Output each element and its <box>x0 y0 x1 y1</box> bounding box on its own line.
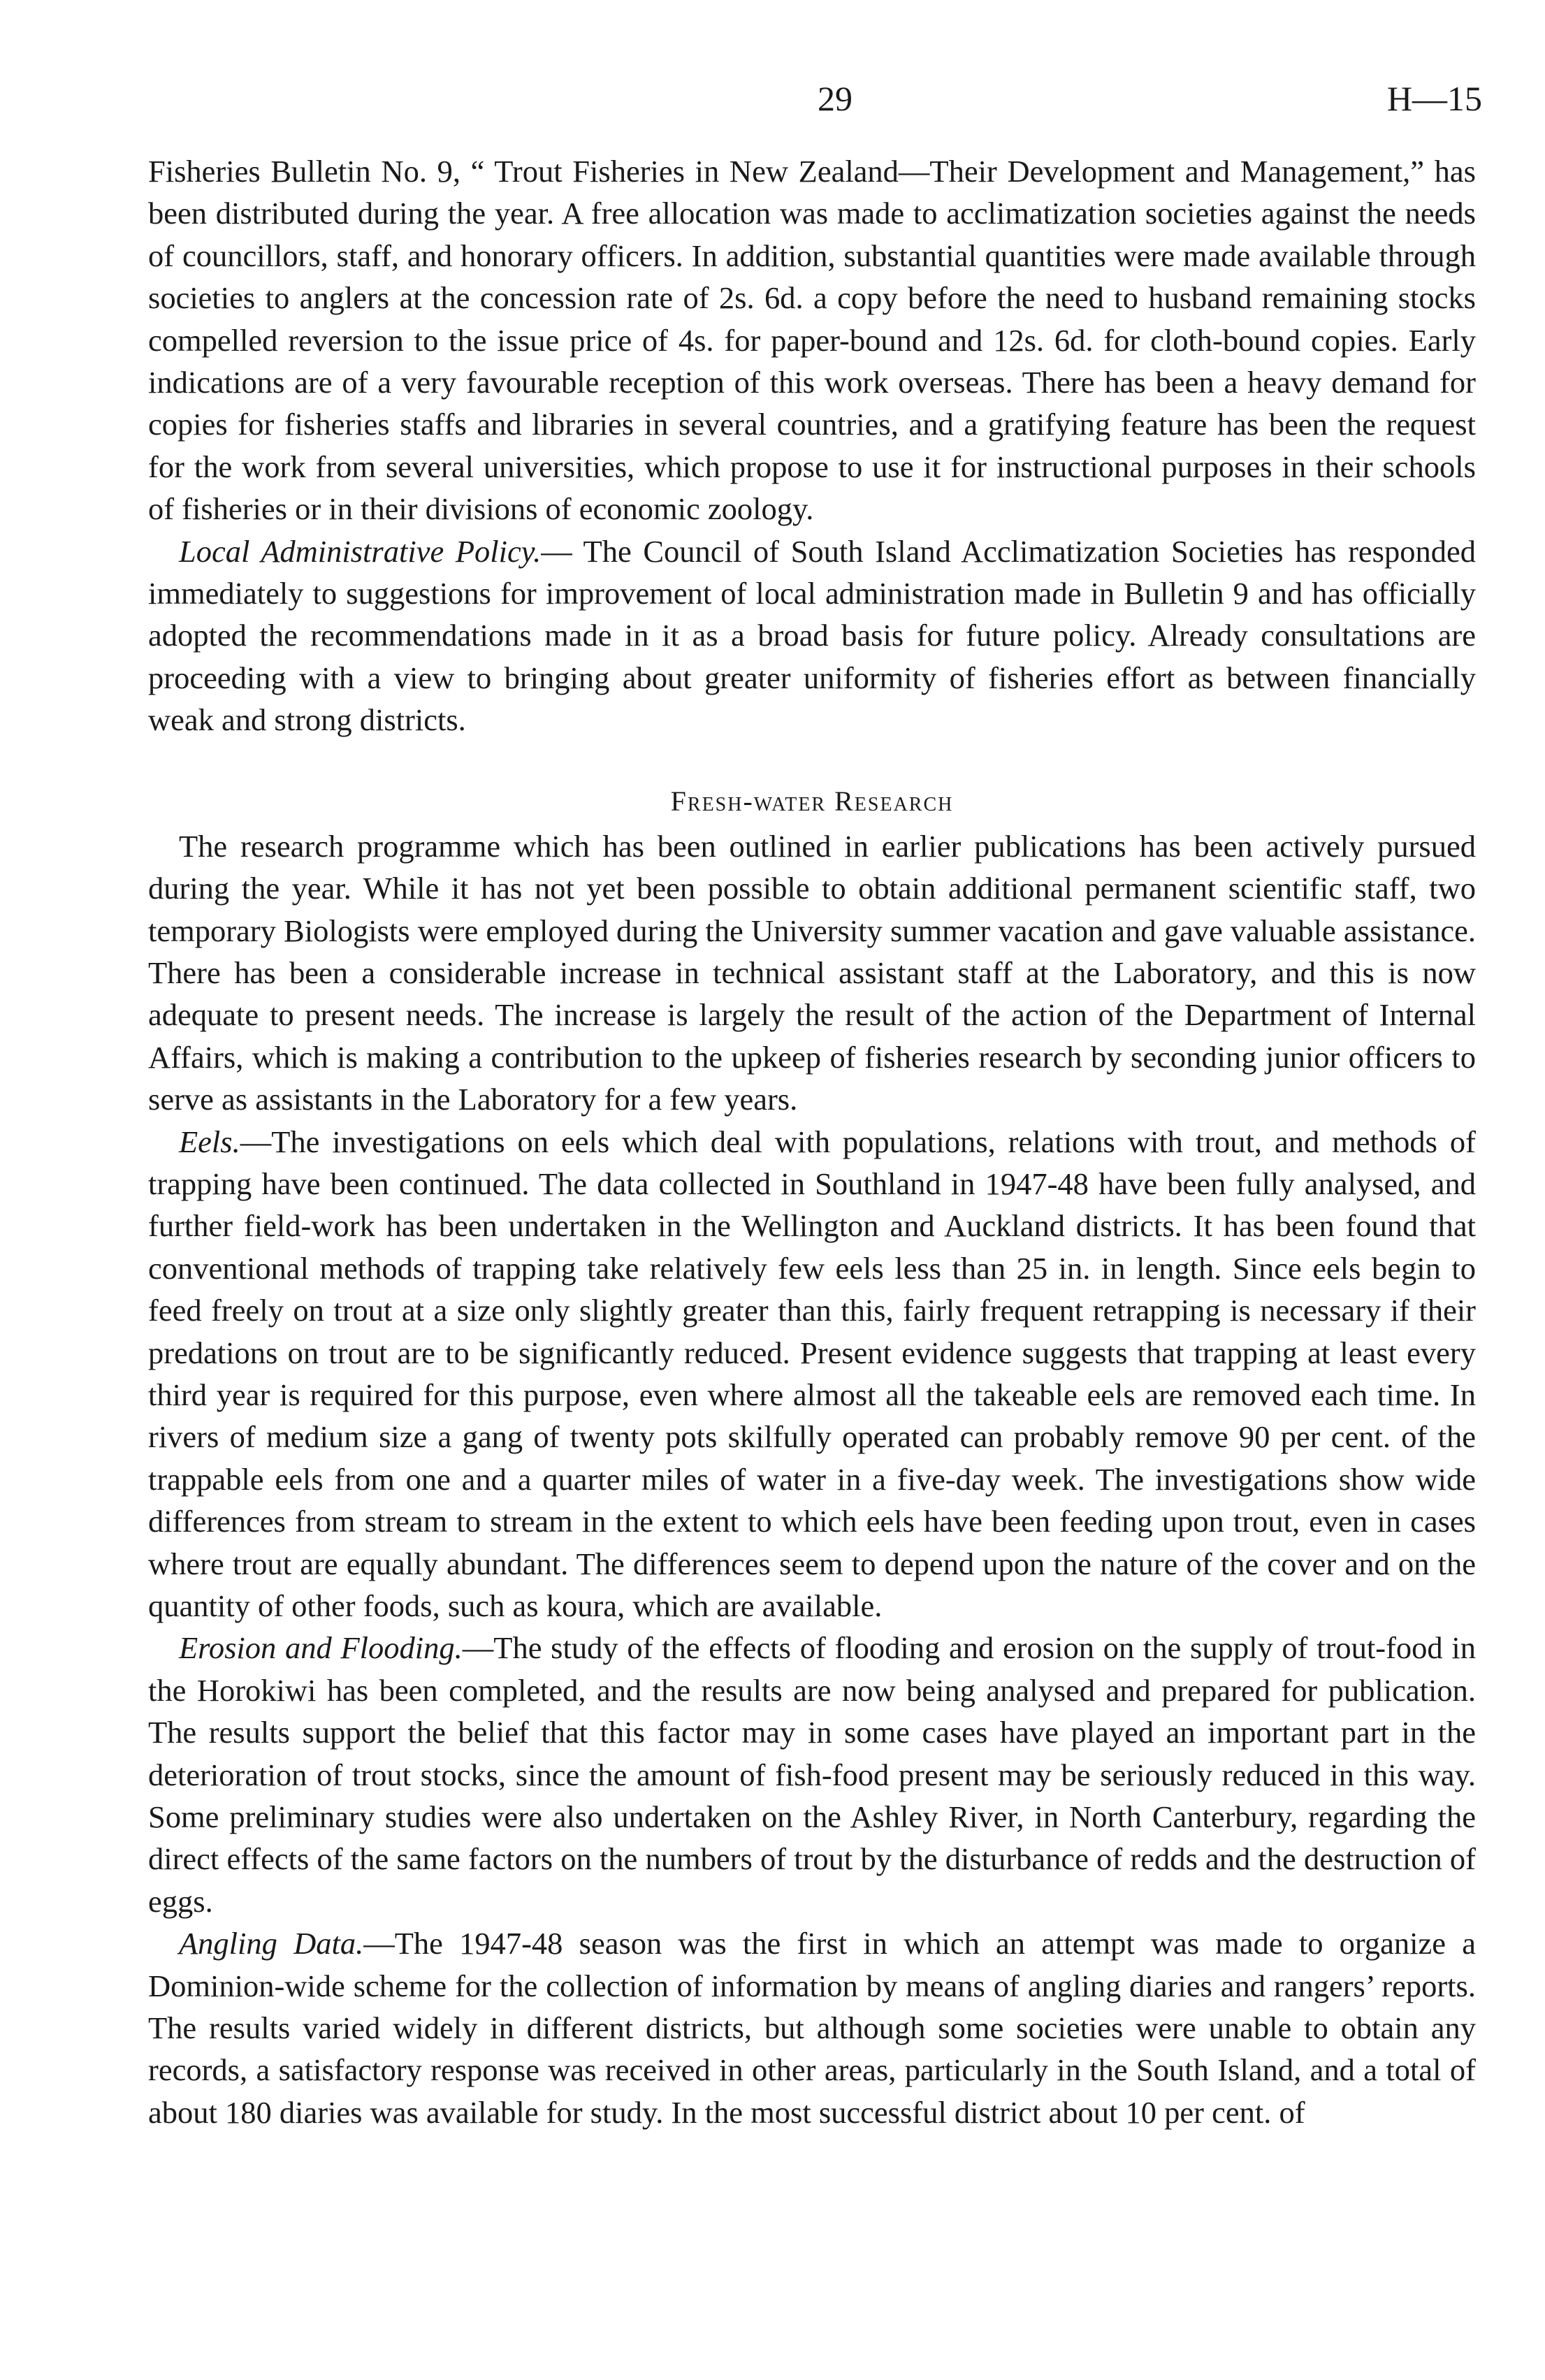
run-in-heading: Eels. <box>179 1124 240 1159</box>
paragraph-text: —The 1947-48 season was the first in which an attempt was made to organize a Dominion-wide scheme for the collection of information by means of angling diaries and rangers’ reports. The results varied widely in different districts, but although some societies were unable to obtain any records, a satisfactory response was received in other areas, particularly in the South Island, and a total of about 180 diaries was available for study. In the most successful district about 10 per cent. of <box>148 1926 1476 2130</box>
page-header <box>154 78 1482 134</box>
body-text <box>148 150 1476 2133</box>
run-in-heading: Erosion and Flooding. <box>179 1630 463 1666</box>
section-heading: Fresh-water Research <box>670 785 954 817</box>
run-in-heading: Angling Data. <box>179 1926 364 1961</box>
paragraph-text: —The investigations on eels which deal with populations, relations with trout, and methods of trapping have been continued. The data collected in Southland in 1947-48 have been fully analysed, and further field-work has been undertaken in the Wellington and Auckland districts. It has been found that conventional methods of trapping take relatively few eels less than 25 in. in length. Since eels begin to feed freely on trout at a size only slightly greater than this, fairly frequent retrapping is necessary if their predations on trout are to be significantly reduced. Present evidence suggests that trapping at least every third year is required for this purpose, even where almost all the takeable eels are removed each time. In rivers of medium size a gang of twenty pots skilfully operated can probably remove 90 per cent. of the trappable eels from one and a quarter miles of water in a five-day week. The investigations show wide differences from stream to stream in the extent to which eels have been feeding upon trout, even in cases where trout are equally abundant. The differences seem to depend upon the nature of the cover and on the quantity of other foods, such as koura, which are available. <box>148 1124 1476 1623</box>
document-reference: H—15 <box>1386 79 1482 118</box>
paragraph-text: —The study of the effects of flooding and erosion on the supply of trout-food in the Horokiwi has been completed, and the results are now being analysed and prepared for publication. The results support the belief that this factor may in some cases have played an important part in the deterioration of trout stocks, since the amount of fish-food present may be seriously reduced in this way. Some preliminary studies were also undertaken on the Ashley River, in North Canterbury, regarding the direct effects of the same factors on the numbers of trout by the disturbance of redds and the destruction of eggs. <box>148 1630 1476 1919</box>
page-number: 29 <box>818 79 853 118</box>
paragraph-text: — The Council of South Island Acclimatization Societies has responded immediately to suggestions for improvement of local administration made in Bulletin 9 and has officially adopted the recommendations made in it as a broad basis for future policy. Already consultations are proceeding with a view to bringing about greater uniformity of fisheries effort as between financially weak and strong districts. <box>148 533 1477 738</box>
paragraph-text: Fisheries Bulletin No. 9, “ Trout Fisheries in New Zealand—Their Development and Management,” has been distributed during the year. A free allocation was made to acclimatization societies against the needs of councillors, staff, and honorary officers. In addition, substantial quantities were made available through societies to anglers at the concession rate of 2s. 6d. a copy before the need to husband remaining stocks compelled reversion to the issue price of 4s. for paper-bound and 12s. 6d. for cloth-bound copies. Early indications are of a very favourable reception of this work overseas. There has been a heavy demand for copies for fisheries staffs and libraries in several countries, and a gratifying feature has been the request for the work from several universities, which propose to use it for instructional purposes in their schools of fisheries or in their divisions of economic zoology. <box>148 154 1476 527</box>
paragraph-local-administrative-policy <box>148 530 1476 741</box>
paragraph-fisheries-bulletin <box>148 150 1476 530</box>
paragraph-erosion-and-flooding <box>148 1627 1476 1922</box>
paragraph-eels <box>148 1121 1476 1627</box>
paragraph-angling-data <box>148 1922 1476 2133</box>
run-in-heading: Local Administrative Policy. <box>179 533 542 569</box>
paragraph-research-programme <box>148 825 1476 1121</box>
paragraph-text: The research programme which has been outlined in earlier publications has been actively pursued during the year. While it has not yet been possible to obtain additional permanent scientific staff, two temporary Biologists were employed during the University summer vacation and gave valuable assistance. There has been a considerable increase in technical assistant staff at the Laboratory, and this is now adequate to present needs. The increase is largely the result of the action of the Department of Internal Affairs, which is making a contribution to the upkeep of fisheries research by seconding junior officers to serve as assistants in the Laboratory for a few years. <box>148 828 1476 1117</box>
